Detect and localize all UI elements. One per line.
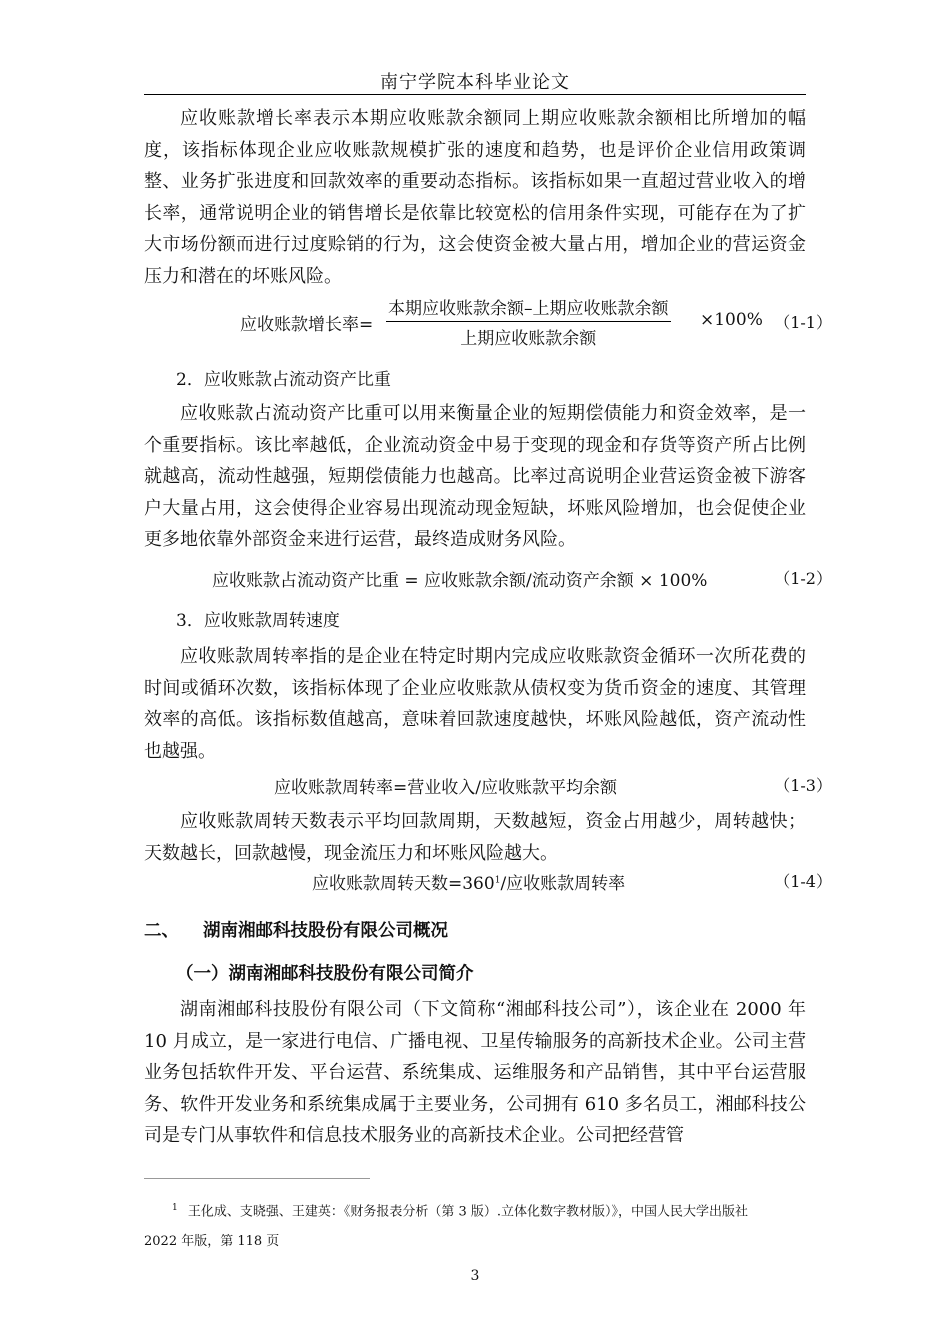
- footnote-line-1: $^1$ 王化成、支晓强、王建英：《财务报表分析（第 3 版）.立体化数字教材版）》，中国人民大学出版社: [172, 1203, 749, 1220]
- footnote-ref[interactable]: 1: [494, 875, 501, 886]
- formula-text: 应收账款周转率=营业收入/应收账款平均余额: [274, 778, 617, 798]
- formula-lhs: 应收账款增长率=: [240, 315, 374, 335]
- paragraph-current-asset-ratio: 应收账款占流动资产比重可以用来衡量企业的短期偿债能力和资金效率，是一个重要指标。该比率越低，企业流动资金中易于变现的现金和存货等资产所占比例就越高，流动性越强，短期偿债能力也越高。比率过高说明企业营运资金被下游客户大量占用，这会使得企业容易出现流动现金短缺，坏账风险增加，也会促使企业更多地依靠外部资金来进行运营，最终造成财务风险。: [144, 403, 806, 550]
- formula-1-1: [144, 299, 832, 349]
- paragraph-turnover: 应收账款周转率指的是企业在特定时期内完成应收账款资金循环一次所花费的时间或循环次数，该指标体现了企业应收账款从债权变为货币资金的速度、其管理效率的高低。该指标数值越高，意味着回款速度越快，坏账风险越低，资产流动性也越强。: [144, 646, 806, 762]
- footnote-line-2: 2022 年版，第 118 页: [144, 1234, 280, 1249]
- fraction-denominator: 上期应收账款余额: [460, 329, 597, 349]
- section-number: 二、: [144, 921, 179, 941]
- footnote-marker: 1: [172, 1203, 178, 1213]
- section-heading: [144, 917, 448, 942]
- formula-rhs: ×100%: [700, 310, 763, 330]
- running-header: 南宁学院本科毕业论文: [380, 72, 570, 93]
- paragraph-turnover-days: 应收账款周转天数表示平均回款周期，天数越短，资金占用越少，周转越快；天数越长，回款越慢，现金流压力和坏账风险越大。: [144, 811, 806, 864]
- header-rule: [144, 94, 806, 95]
- equation-number: （1-2）: [774, 569, 832, 588]
- formula-text: 应收账款占流动资产比重 = 应收账款余额/流动资产余额 × 100%: [212, 571, 708, 591]
- equation-number: （1-4）: [774, 872, 832, 891]
- page-number: 3: [470, 1268, 480, 1284]
- formula-fraction: [386, 294, 671, 349]
- paragraph-growth-rate: 应收账款增长率表示本期应收账款余额同上期应收账款余额相比所增加的幅度，该指标体现企业应收账款规模扩张的速度和趋势，也是评价企业信用政策调整、业务扩张进度和回款效率的重要动态指标。该指标如果一直超过营业收入的增长率，通常说明企业的销售增长是依靠比较宽松的信用条件实现，可能存在为了扩大市场份额而进行过度赊销的行为，这会使资金被大量占用，增加企业的营运资金压力和潜在的坏账风险。: [144, 108, 806, 287]
- fraction-numerator: 本期应收账款余额–上期应收账款余额: [388, 299, 669, 319]
- equation-number: （1-3）: [774, 776, 832, 795]
- subheading-turnover: 3．应收账款周转速度: [176, 611, 340, 631]
- section-title: 湖南湘邮科技股份有限公司概况: [203, 921, 448, 941]
- footnote-rule: [144, 1178, 370, 1179]
- equation-number: （1-1）: [774, 313, 832, 332]
- subheading-current-asset-ratio: 2．应收账款占流动资产比重: [176, 370, 391, 390]
- fraction-bar: [386, 321, 671, 322]
- formula-text: 应收账款周转天数$=360^1/$应收账款周转率: [312, 874, 626, 894]
- subsection-heading: （一）湖南湘邮科技股份有限公司简介: [176, 964, 474, 984]
- paragraph-company-intro: 湖南湘邮科技股份有限公司（下文简称“湘邮科技公司”），该企业在 2000 年 10 月成立，是一家进行电信、广播电视、卫星传输服务的高新技术企业。公司主营业务包括软件开发、平台运营、系统集成、运维服务和产品销售，其中平台运营服务、软件开发业务和系统集成属于主要业务，公司拥有 610 多名员工，湘邮科技公司是专门从事软件和信息技术服务业的高新技术企业。公司把经营管: [144, 999, 806, 1146]
